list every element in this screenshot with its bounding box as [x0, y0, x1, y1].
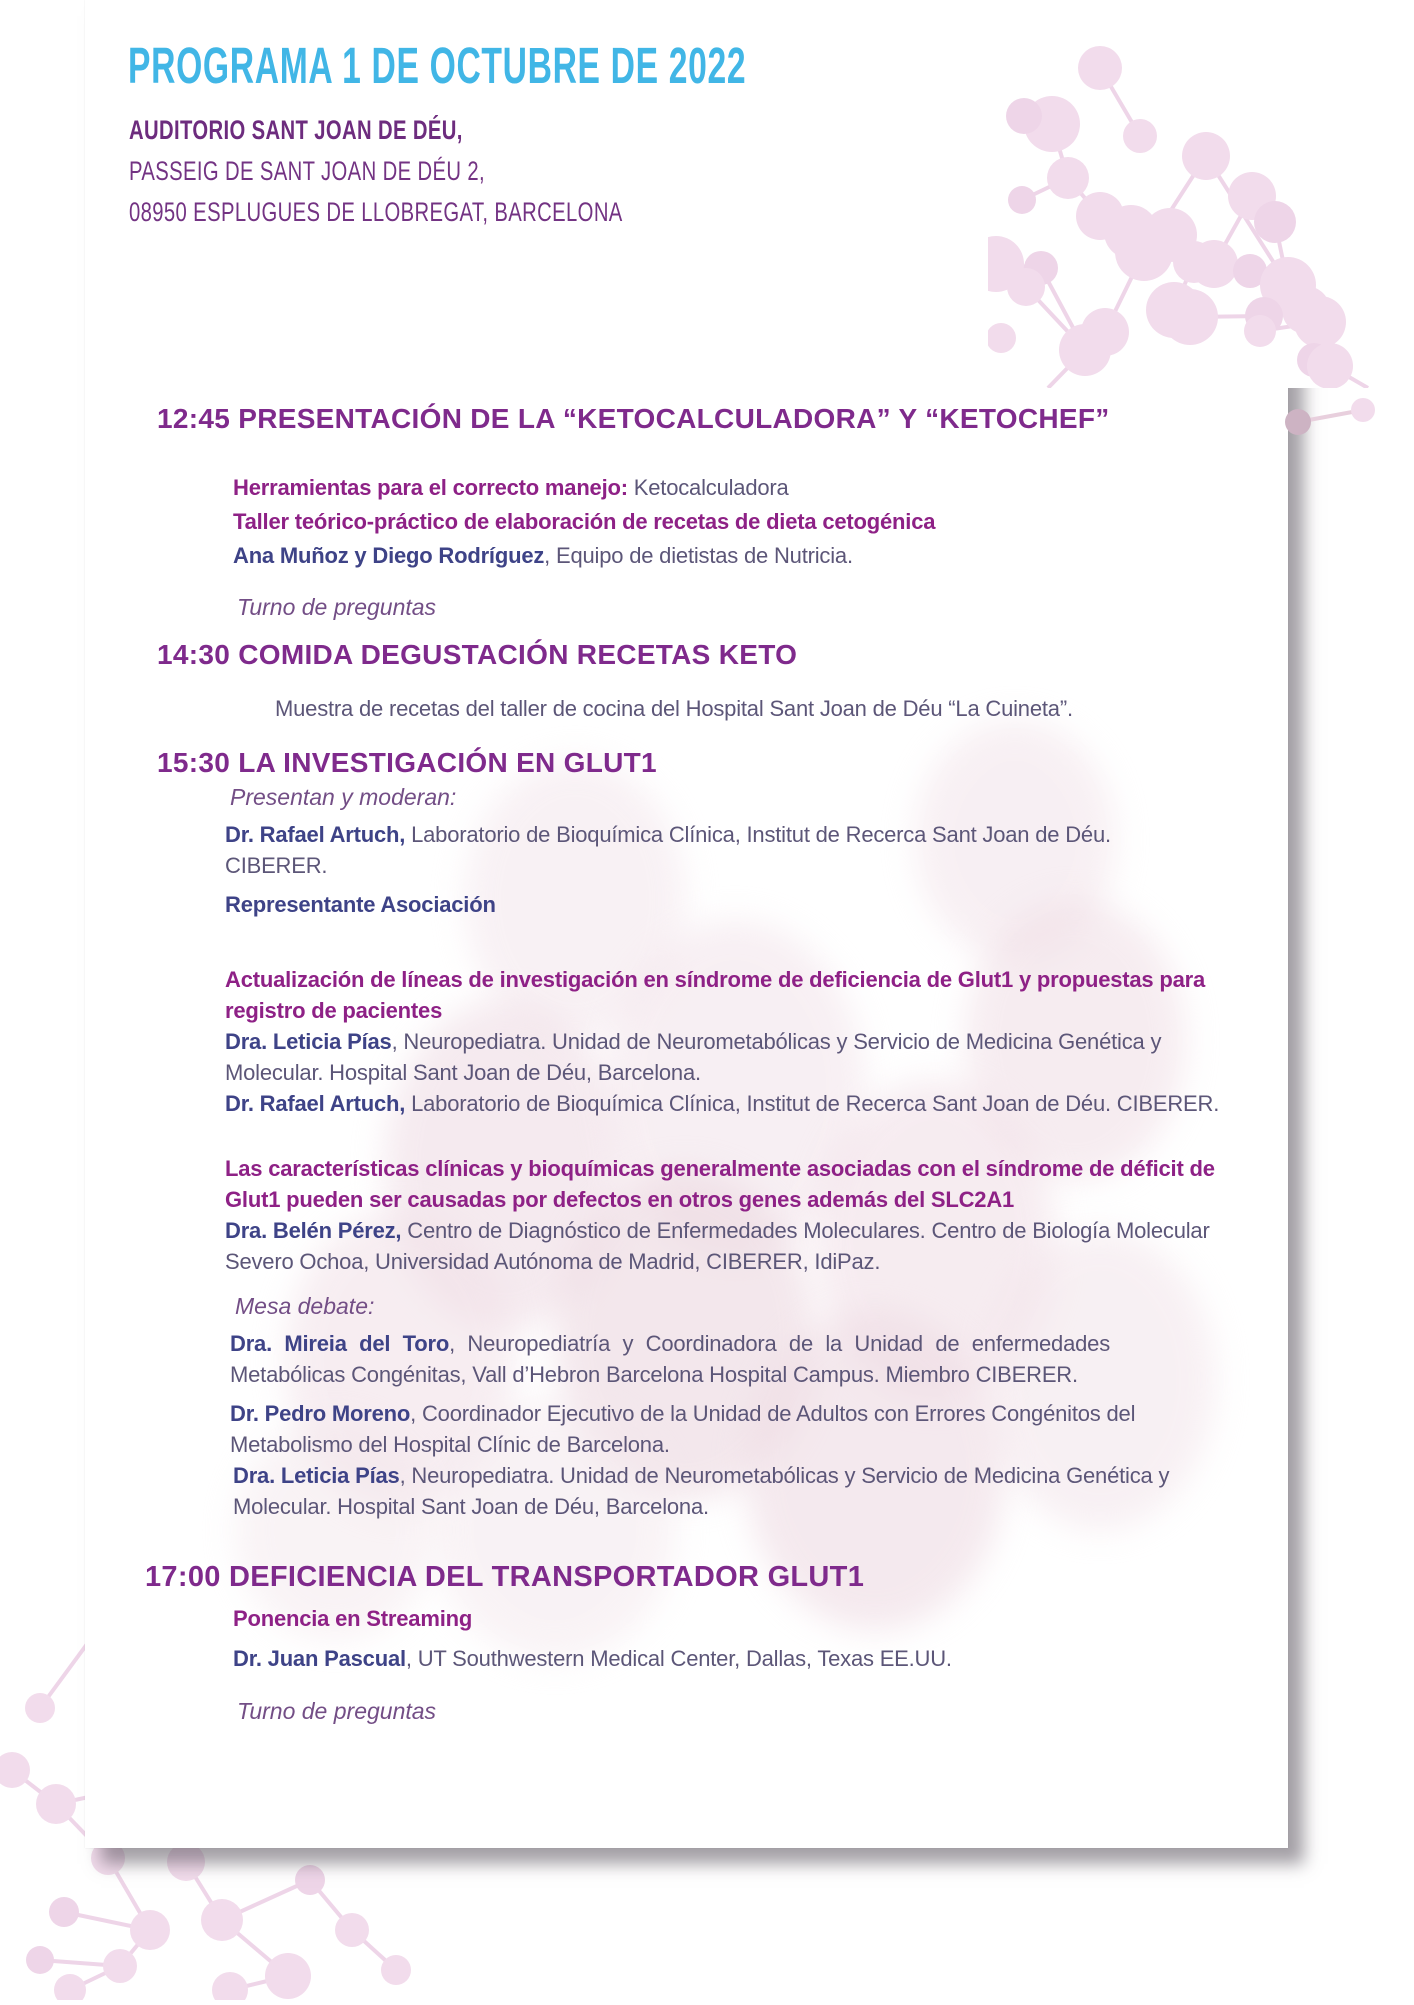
debate-label: Mesa debate: [235, 1293, 375, 1319]
topic-label: Herramientas para el correcto manejo: [233, 475, 628, 500]
questions-note: Turno de preguntas [237, 1698, 437, 1724]
session-1430 [85, 637, 1288, 724]
speaker-line [225, 1215, 1227, 1277]
format-label: Ponencia en Streaming [233, 1606, 473, 1631]
speaker-name: Dr. Rafael Artuch, [225, 822, 406, 847]
questions-note: Turno de preguntas [237, 594, 437, 620]
session-heading [157, 637, 1288, 673]
speaker-line [225, 819, 1215, 881]
topic-line [233, 471, 1233, 505]
speaker-affiliation: Centro de Diagnóstico de Enfermedades Moleculares. Centro de Biología Molecular Severo Ochoa, Universidad Autónoma de Madrid, CIBERER, IdiPaz. [225, 1218, 1210, 1274]
venue-address [129, 110, 998, 233]
molecule-network-icon [988, 0, 1414, 388]
speaker-name: Dra. Belén Pérez, [225, 1218, 402, 1243]
topic-value: Ketocalculadora [627, 475, 789, 500]
speaker-affiliation: , Neuropediatría y Coordinadora de la Unidad de enfermedades Metabólicas Congénitas, Vall d’Hebron Barcelona Hospital Campus. Miembro CIBERER. [230, 1331, 1110, 1387]
speaker-affiliation: , Neuropediatra. Unidad de Neurometabólicas y Servicio de Medicina Genética y Molecular. Hospital Sant Joan de Déu, Barcelona. [225, 1029, 1162, 1085]
session-body [233, 471, 1233, 573]
talk-title: Las características clínicas y bioquímicas generalmente asociadas con el síndrome de déficit de Glut1 pueden ser causadas por defectos en otros genes además del SLC2A1 [225, 1156, 1215, 1212]
talk-block [225, 1153, 1227, 1277]
session-1700 [85, 1558, 1288, 1725]
speaker-name: Dr. Pedro Moreno [230, 1401, 411, 1426]
venue-city: 08950 ESPLUGUES DE LLOBREGAT, BARCELONA [129, 197, 623, 227]
speaker-affiliation: , Neuropediatra. Unidad de Neurometabólicas y Servicio de Medicina Genética y Molecular. Hospital Sant Joan de Déu, Barcelona. [233, 1463, 1170, 1519]
molecule-dots-icon [1240, 392, 1414, 462]
session-title: COMIDA DEGUSTACIÓN RECETAS KETO [238, 639, 798, 670]
speaker-name: Dra. Leticia Pías [233, 1463, 400, 1488]
workshop-title: Taller teórico-práctico de elaboración de recetas de dieta cetogénica [233, 509, 936, 534]
session-title: LA INVESTIGACIÓN EN GLUT1 [238, 747, 657, 778]
speaker-affiliation: , Coordinador Ejecutivo de la Unidad de Adultos con Errores Congénitos del Metabolismo del Hospital Clínic de Barcelona. [230, 1401, 1136, 1457]
session-title: PRESENTACIÓN DE LA “KETOCALCULADORA” Y “KETOCHEF” [238, 403, 1110, 434]
speaker-name: Dra. Mireia del Toro [230, 1331, 450, 1356]
speaker-line [230, 1398, 1230, 1460]
moderators-label: Presentan y moderan: [230, 784, 457, 810]
venue-street: PASSEIG DE SANT JOAN DE DÉU 2, [129, 156, 485, 186]
talk-title: Actualización de líneas de investigación en síndrome de deficiencia de Glut1 y propuestas para registro de pacientes [225, 967, 1206, 1023]
session-time: 14:30 [157, 639, 231, 670]
session-1245 [85, 401, 1288, 621]
session-time: 15:30 [157, 747, 231, 778]
speaker-affiliation: Laboratorio de Bioquímica Clínica, Institut de Recerca Sant Joan de Déu. CIBERER. [225, 822, 1111, 878]
speaker-name: Dr. Juan Pascual [233, 1646, 406, 1671]
page-title: PROGRAMA 1 DE OCTUBRE DE 2022 [128, 37, 747, 94]
speaker-name: Dra. Leticia Pías [225, 1029, 392, 1054]
speaker-affiliation: Laboratorio de Bioquímica Clínica, Institut de Recerca Sant Joan de Déu. CIBERER. [405, 1091, 1220, 1116]
session-time: 17:00 [145, 1561, 221, 1593]
speaker-line [225, 1026, 1227, 1088]
session-heading [157, 745, 1288, 781]
speaker-name: Dr. Rafael Artuch, [225, 1091, 406, 1116]
molecule-network-graphic [988, 0, 1414, 388]
speaker-line [233, 1643, 1233, 1674]
speaker-name: Ana Muñoz y Diego Rodríguez [233, 543, 545, 568]
topic-line [233, 505, 1233, 539]
speaker-name: Representante Asociación [225, 892, 496, 917]
session-description: Muestra de recetas del taller de cocina del Hospital Sant Joan de Déu “La Cuineta”. [275, 696, 1073, 721]
speaker-line [225, 1088, 1227, 1119]
speaker-line [230, 1328, 1110, 1390]
session-time: 12:45 [157, 403, 231, 434]
speaker-line [233, 539, 1233, 573]
session-heading [157, 401, 1288, 437]
speaker-affiliation: , UT Southwestern Medical Center, Dallas, Texas EE.UU. [405, 1646, 952, 1671]
session-heading [145, 1558, 1288, 1596]
speaker-line [233, 1460, 1218, 1522]
session-title: DEFICIENCIA DEL TRANSPORTADOR GLUT1 [229, 1561, 865, 1593]
speaker-line [225, 889, 1215, 920]
talk-block [225, 964, 1227, 1119]
speaker-affiliation: , Equipo de dietistas de Nutricia. [544, 543, 853, 568]
venue-name: AUDITORIO SANT JOAN DE DÉU, [129, 115, 463, 145]
session-1530 [85, 745, 1288, 1522]
